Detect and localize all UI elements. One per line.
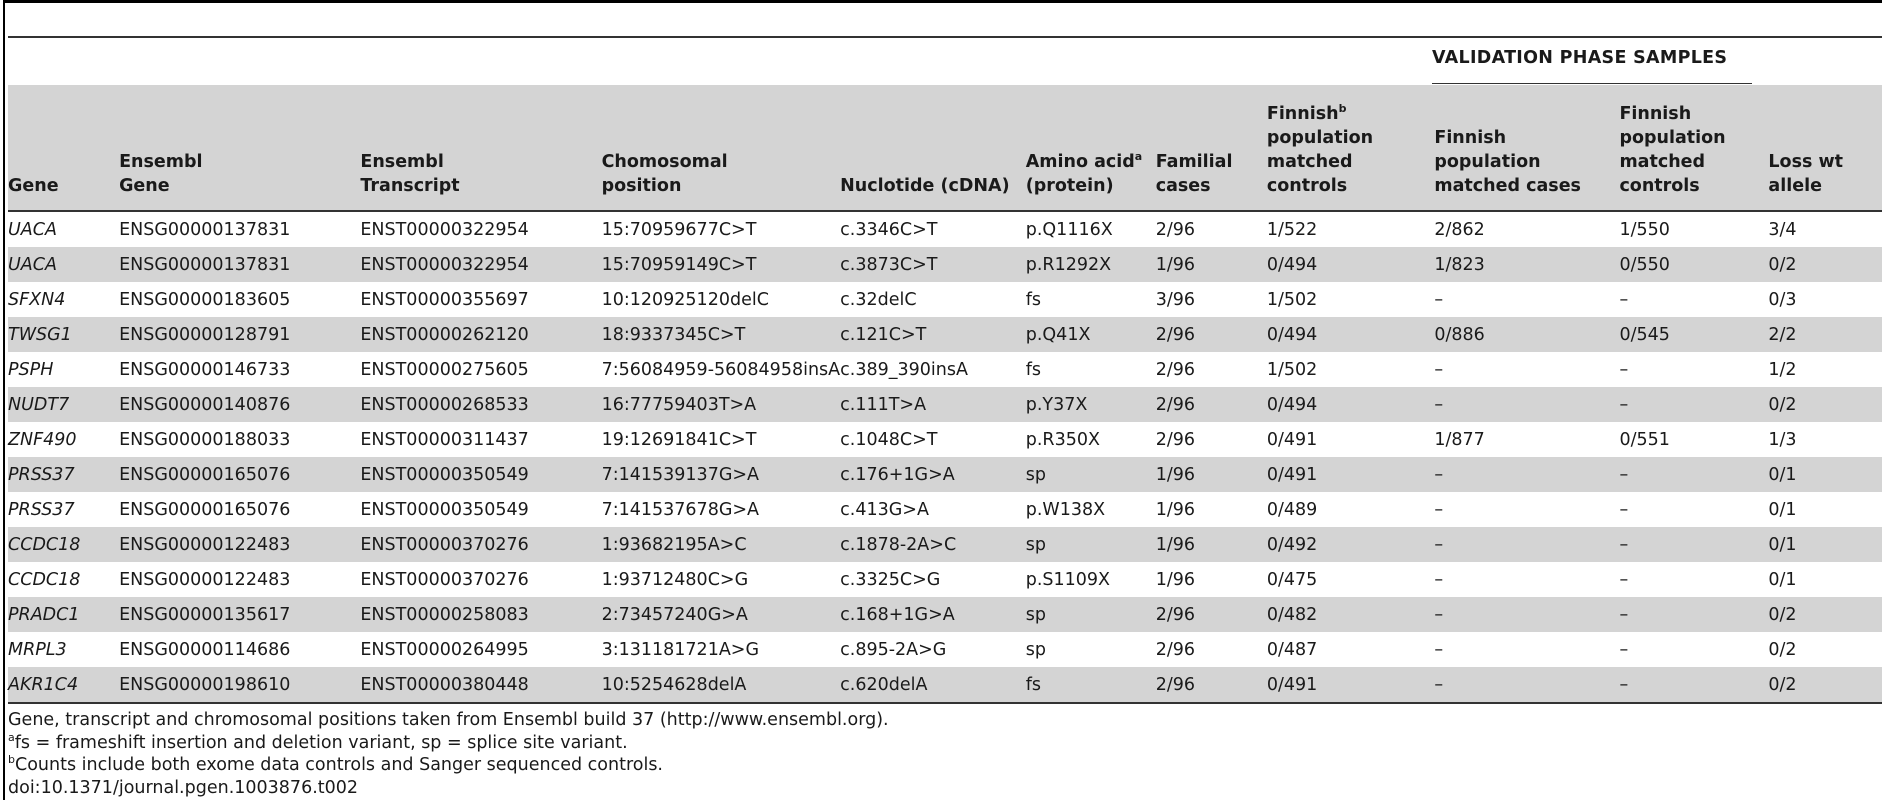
table-footnotes	[8, 709, 889, 799]
table-cell: 0/491	[1267, 457, 1435, 492]
column-header-line: Gene	[8, 176, 59, 196]
table-cell: c.1048C>T	[840, 429, 938, 450]
footnote-marker: a	[1134, 150, 1143, 164]
gene-cell: PRSS37	[8, 499, 75, 520]
table-cell: 2/96	[1155, 429, 1196, 450]
table-cell: –	[1619, 457, 1768, 492]
table-cell: 0/475	[1266, 569, 1318, 590]
table-cell: 2/96	[1156, 667, 1267, 703]
table-cell: –	[1434, 639, 1444, 660]
column-header-line: Gene	[119, 176, 170, 196]
table-cell: 1/502	[1266, 359, 1318, 380]
table-cell: ENST00000322954	[360, 247, 601, 282]
column-header-line: population	[1619, 128, 1726, 148]
table-cell: 16:77759403T>A	[602, 387, 841, 422]
table-cell: 2:73457240G>A	[602, 597, 841, 632]
table-cell: p.Q1116X	[1025, 219, 1113, 240]
table-cell: –	[1619, 597, 1768, 632]
table-cell: 0/886	[1434, 317, 1619, 352]
table-cell: –	[1619, 667, 1768, 703]
table-cell: ENST00000350549	[360, 457, 601, 492]
column-header-line: population	[1434, 152, 1541, 172]
table-cell: sp	[1026, 527, 1156, 562]
table-cell: 0/3	[1768, 289, 1797, 310]
table-cell: 1/96	[1156, 457, 1267, 492]
table-cell: 0/1	[1768, 527, 1882, 562]
column-header-line: Finnish	[1619, 104, 1692, 124]
table-cell: 15:70959149C>T	[602, 247, 841, 282]
footnote	[8, 777, 889, 800]
table-cell: 7:141539137G>A	[602, 457, 841, 492]
table-cell: 19:12691841C>T	[601, 429, 757, 450]
footnote-text: doi:10.1371/journal.pgen.1003876.t002	[8, 777, 359, 798]
column-header-line: Nuclotide (cDNA)	[840, 176, 1010, 196]
table-row	[8, 597, 1882, 632]
gene-cell: AKR1C4	[8, 667, 119, 703]
table-cell: ENST00000350549	[360, 499, 529, 520]
table-cell: 1/877	[1434, 429, 1485, 450]
table-cell: 1:93712480C>G	[601, 569, 749, 590]
table-cell: 0/482	[1267, 597, 1435, 632]
table-cell: 10:120925120delC	[601, 289, 769, 310]
column-header	[1156, 85, 1267, 211]
table-cell: –	[1434, 457, 1619, 492]
table-top-rule	[8, 36, 1882, 38]
table-cell: sp	[1026, 597, 1156, 632]
table-row	[8, 282, 1882, 317]
table-cell: ENSG00000146733	[119, 359, 291, 380]
table-cell: 18:9337345C>T	[602, 317, 841, 352]
table-cell: –	[1434, 569, 1444, 590]
column-header	[1619, 85, 1768, 211]
table-cell: 2/96	[1155, 219, 1196, 240]
table-cell: 0/551	[1619, 429, 1670, 450]
table-cell: ENSG00000188033	[119, 429, 291, 450]
table-cell: 1/96	[1155, 569, 1196, 590]
table-cell: 1/96	[1156, 247, 1267, 282]
table-cell: ENSG00000140876	[119, 387, 360, 422]
footnote-marker: a	[8, 730, 15, 744]
table-cell: fs	[1025, 359, 1042, 380]
table-row	[8, 211, 1882, 247]
footnote-marker: b	[8, 753, 15, 767]
table-cell: ENST00000262120	[360, 317, 601, 352]
validation-phase-group-header: VALIDATION PHASE SAMPLES	[1432, 48, 1728, 68]
table-row	[8, 317, 1882, 352]
footnote	[8, 732, 889, 755]
table-cell: 7:141537678G>A	[601, 499, 760, 520]
table-cell: ENST00000311437	[360, 429, 529, 450]
table-cell: 0/494	[1267, 387, 1435, 422]
table-cell: –	[1619, 359, 1629, 380]
table-cell: ENSG00000114686	[119, 639, 291, 660]
table-cell: –	[1619, 289, 1629, 310]
column-header	[1267, 85, 1435, 211]
table-cell: 2/96	[1155, 359, 1196, 380]
footnote-text: Counts include both exome data controls and Sanger sequenced controls.	[14, 755, 663, 775]
table-cell: 1/550	[1619, 219, 1670, 240]
table-cell: ENSG00000165076	[119, 499, 291, 520]
table-cell: 3/4	[1768, 219, 1797, 240]
table-cell: sp	[1025, 639, 1046, 660]
column-header	[360, 85, 601, 211]
table-cell: p.R1292X	[1026, 247, 1156, 282]
gene-cell: CCDC18	[8, 569, 81, 590]
table-cell: ENSG00000128791	[119, 317, 360, 352]
table-row	[8, 247, 1882, 282]
gene-cell: PRSS37	[8, 457, 119, 492]
table-cell: 3/96	[1155, 289, 1196, 310]
table-cell: ENST00000264995	[360, 639, 529, 660]
table-row	[8, 387, 1882, 422]
table-cell: ENSG00000165076	[119, 457, 360, 492]
column-header	[1434, 85, 1619, 211]
left-border-rule	[3, 0, 5, 800]
column-header-line: Loss wt	[1768, 152, 1844, 172]
table-cell: p.S1109X	[1025, 569, 1111, 590]
table-cell: c.389_390insA	[840, 359, 968, 380]
gene-cell: MRPL3	[8, 639, 67, 660]
table-cell: 10:5254628delA	[602, 667, 841, 703]
table-cell: c.3325C>G	[840, 569, 941, 590]
table-row	[8, 632, 1882, 667]
table-cell: 2/96	[1156, 597, 1267, 632]
gene-cell: PSPH	[8, 359, 54, 380]
column-header-line: controls	[1619, 176, 1700, 196]
table-row	[8, 492, 1882, 527]
column-header-line: cases	[1155, 176, 1211, 196]
table-cell: p.W138X	[1025, 499, 1106, 520]
footnote-text: Gene, transcript and chromosomal positions taken from Ensembl build 37 (http://www.ensembl.org).	[8, 710, 889, 730]
table-cell: c.32delC	[840, 289, 917, 310]
table-cell: 1:93682195A>C	[602, 527, 841, 562]
gene-cell: UACA	[8, 219, 57, 240]
gene-cell: PRADC1	[8, 597, 119, 632]
table-cell: 1/3	[1768, 429, 1797, 450]
column-header-line: allele	[1768, 176, 1822, 196]
table-cell: ENSG00000137831	[119, 219, 291, 240]
column-header-line: position	[601, 176, 682, 196]
table-cell: 1/823	[1434, 247, 1619, 282]
table-cell: ENSG00000198610	[119, 667, 360, 703]
table-row	[8, 352, 1882, 387]
table-header-row	[8, 85, 1882, 211]
table-cell: 0/491	[1267, 667, 1435, 703]
table-cell: p.R350X	[1025, 429, 1100, 450]
gene-cell: ZNF490	[8, 429, 77, 450]
column-header	[602, 85, 841, 211]
footnote	[8, 709, 889, 732]
table-cell: 0/1	[1768, 499, 1797, 520]
gene-cell: CCDC18	[8, 527, 119, 562]
table-cell: 0/545	[1619, 317, 1768, 352]
table-cell: 2/96	[1156, 317, 1267, 352]
table-cell: 1/502	[1266, 289, 1318, 310]
table-cell: –	[1619, 499, 1629, 520]
column-header-line: Finnish	[1434, 128, 1507, 148]
table-cell: 2/862	[1434, 219, 1485, 240]
table-cell: 0/491	[1266, 429, 1318, 450]
table-cell: 0/494	[1267, 317, 1435, 352]
column-header-line: Ensembl	[119, 152, 203, 172]
table-cell: p.Q41X	[1026, 317, 1156, 352]
column-header-line: Finnish	[1266, 104, 1339, 124]
column-header-line: matched	[1266, 152, 1353, 172]
table-cell: –	[1619, 527, 1768, 562]
table-cell: 0/550	[1619, 247, 1768, 282]
table-cell: –	[1434, 499, 1444, 520]
table-cell: ENSG00000122483	[119, 527, 360, 562]
column-header	[119, 85, 360, 211]
table-cell: c.1878-2A>C	[840, 527, 1026, 562]
table-cell: ENST00000322954	[360, 219, 529, 240]
table-cell: –	[1434, 667, 1619, 703]
table-cell: ENSG00000122483	[119, 569, 291, 590]
table-cell: 0/2	[1768, 597, 1882, 632]
table-row	[8, 457, 1882, 492]
table-cell: 1/96	[1156, 527, 1267, 562]
table-cell: c.168+1G>A	[840, 597, 1026, 632]
gene-cell: UACA	[8, 247, 119, 282]
table-cell: c.121C>T	[840, 317, 1026, 352]
table-cell: 1/522	[1266, 219, 1318, 240]
column-header-line: Ensembl	[360, 152, 444, 172]
table-cell: –	[1619, 387, 1768, 422]
table-cell: 0/1	[1768, 457, 1882, 492]
table-cell: 0/487	[1266, 639, 1318, 660]
table-cell: –	[1434, 527, 1619, 562]
table-cell: 2/96	[1155, 639, 1196, 660]
table-cell: 7:56084959-56084958insA	[601, 359, 841, 380]
table-cell: c.3873C>T	[840, 247, 1026, 282]
table-cell: sp	[1026, 457, 1156, 492]
column-header-line: Familial	[1155, 152, 1233, 172]
table-cell: ENST00000258083	[360, 597, 601, 632]
column-header	[8, 85, 119, 211]
table-cell: c.413G>A	[840, 499, 929, 520]
group-header-underline	[1432, 83, 1752, 84]
table-cell: fs	[1026, 667, 1156, 703]
table-row	[8, 667, 1882, 703]
footnote-marker: b	[1338, 102, 1347, 116]
column-header-line: Transcript	[360, 176, 460, 196]
table-cell: c.895-2A>G	[840, 639, 947, 660]
table-cell: c.3346C>T	[840, 219, 938, 240]
footnote	[8, 754, 889, 777]
table-cell: ENSG00000137831	[119, 247, 360, 282]
table-cell: c.111T>A	[840, 387, 1026, 422]
table-cell: –	[1619, 639, 1629, 660]
table-cell: 0/1	[1768, 569, 1797, 590]
table-body	[8, 211, 1882, 703]
variants-table	[8, 85, 1882, 704]
table-cell: c.176+1G>A	[840, 457, 1026, 492]
column-header-line: matched cases	[1434, 176, 1581, 196]
column-header-line: population	[1266, 128, 1374, 148]
column-header	[840, 85, 1026, 211]
table-cell: 1/96	[1155, 499, 1196, 520]
table-cell: 0/2	[1768, 387, 1882, 422]
table-cell: 0/489	[1266, 499, 1318, 520]
table-row	[8, 422, 1882, 457]
gene-cell: NUDT7	[8, 387, 119, 422]
table-cell: 0/2	[1768, 639, 1797, 660]
table-cell: –	[1619, 569, 1629, 590]
table-cell: ENST00000355697	[360, 289, 529, 310]
table-cell: 0/2	[1768, 247, 1882, 282]
table-cell: c.620delA	[840, 667, 1026, 703]
table-cell: –	[1434, 359, 1444, 380]
table-cell: ENSG00000135617	[119, 597, 360, 632]
column-header-line: matched	[1619, 152, 1706, 172]
column-header-line: Chomosomal	[601, 152, 728, 172]
table-row	[8, 527, 1882, 562]
table-cell: –	[1434, 597, 1619, 632]
column-header	[1768, 85, 1882, 211]
table-row	[8, 562, 1882, 597]
column-header-line: (protein)	[1025, 176, 1114, 196]
table-cell: ENSG00000183605	[119, 289, 291, 310]
gene-cell: TWSG1	[8, 317, 119, 352]
table-cell: ENST00000268533	[360, 387, 601, 422]
gene-cell: SFXN4	[8, 289, 66, 310]
footnote-text: fs = frameshift insertion and deletion variant, sp = splice site variant.	[14, 732, 628, 753]
table-cell: –	[1434, 289, 1444, 310]
table-cell: ENST00000380448	[360, 667, 601, 703]
table-cell: p.Y37X	[1026, 387, 1156, 422]
column-header-line: controls	[1266, 176, 1348, 196]
table-cell: 2/2	[1768, 317, 1882, 352]
table-cell: 0/2	[1768, 667, 1882, 703]
table-cell: ENST00000275605	[360, 359, 529, 380]
table-cell: 0/494	[1267, 247, 1435, 282]
table-cell: 0/492	[1267, 527, 1435, 562]
table-cell: 15:70959677C>T	[601, 219, 757, 240]
column-header-line: Amino acid	[1025, 152, 1135, 172]
column-header	[1026, 85, 1156, 211]
table-cell: 2/96	[1156, 387, 1267, 422]
table-cell: 3:131181721A>G	[601, 639, 760, 660]
table-cell: ENST00000370276	[360, 527, 601, 562]
table-cell: –	[1434, 387, 1619, 422]
top-border-rule	[3, 0, 1882, 3]
table-cell: fs	[1025, 289, 1042, 310]
table-cell: ENST00000370276	[360, 569, 529, 590]
table-cell: 1/2	[1768, 359, 1797, 380]
